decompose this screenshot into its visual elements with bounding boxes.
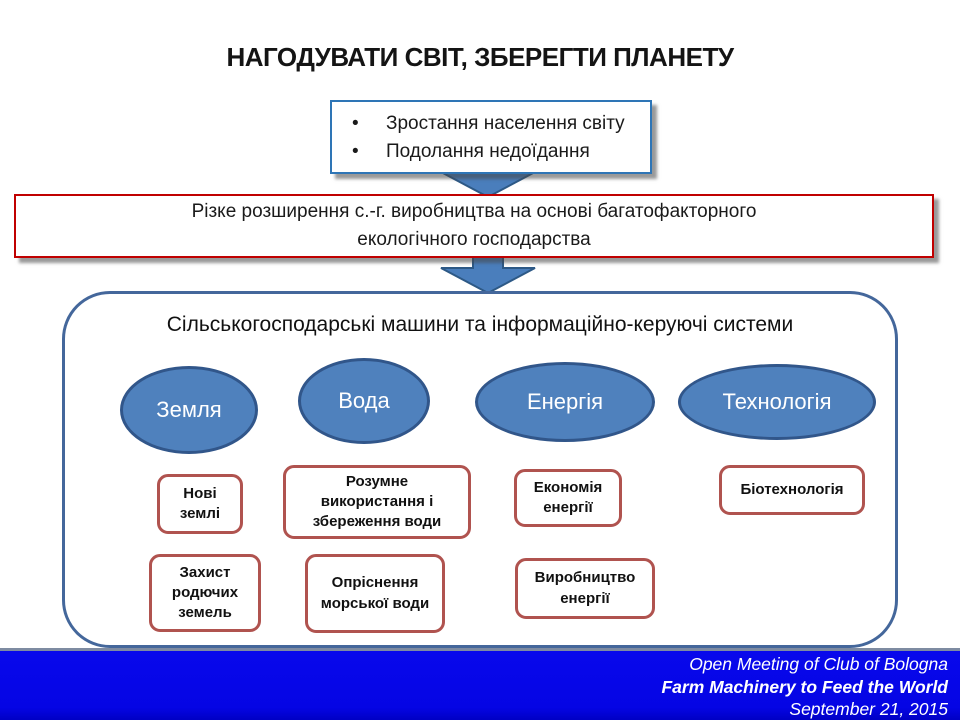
bullet-item: [352, 110, 644, 138]
item-box-new-lands: [157, 474, 243, 534]
item-box-label: Опріснення морської води: [320, 574, 430, 612]
drivers-box: [330, 100, 652, 174]
footer-date: September 21, 2015: [789, 699, 948, 719]
item-box-fertile-land-protection: [149, 554, 261, 632]
item-box-smart-water-use: [283, 465, 471, 539]
footer-bar: [0, 648, 960, 720]
item-box-label: Нові землі: [179, 484, 221, 522]
item-box-sea-water-desalination: [305, 554, 445, 633]
item-box-label: Виробництво енергії: [534, 569, 636, 607]
expansion-box-text: Різке розширення с.-г. виробництва на основі багатофакторного екологічного господарства: [191, 201, 757, 250]
category-label: Енергія: [526, 389, 604, 414]
category-ellipse-water: [298, 358, 430, 444]
category-ellipse-energy: [475, 362, 655, 442]
bullet-item: [352, 138, 644, 166]
footer-event-name: Open Meeting of Club of Bologna: [689, 654, 948, 674]
systems-panel: [62, 291, 898, 648]
category-label: Земля: [156, 397, 222, 422]
category-label: Технологія: [722, 389, 832, 414]
item-box-label: Розумне використання і збереження води: [312, 472, 442, 531]
category-label: Вода: [338, 388, 390, 413]
down-arrow-icon: [440, 252, 536, 294]
footer-text: [661, 653, 948, 720]
bullet-icon: •: [352, 141, 359, 162]
item-box-label: Захист родючих земель: [171, 563, 239, 622]
footer-event-theme: Farm Machinery to Feed the World: [661, 676, 948, 697]
item-box-energy-production: [515, 558, 655, 619]
category-ellipse-land: [120, 366, 258, 454]
item-box-label: Економія енергії: [533, 478, 603, 516]
item-box-energy-saving: [514, 469, 622, 527]
item-box-label: Біотехнологія: [740, 480, 844, 498]
item-box-biotechnology: [719, 465, 865, 515]
bullet-item-label: Подолання недоїдання: [386, 141, 590, 162]
expansion-box: [14, 194, 934, 258]
bullet-icon: •: [352, 113, 359, 134]
systems-panel-title: Сільськогосподарські машини та інформаційно-керуючі системи: [166, 313, 794, 336]
category-ellipse-technology: [678, 364, 876, 440]
slide-title: НАГОДУВАТИ СВІТ, ЗБЕРЕГТИ ПЛАНЕТУ: [226, 42, 734, 72]
bullet-item-label: Зростання населення світу: [386, 113, 625, 134]
